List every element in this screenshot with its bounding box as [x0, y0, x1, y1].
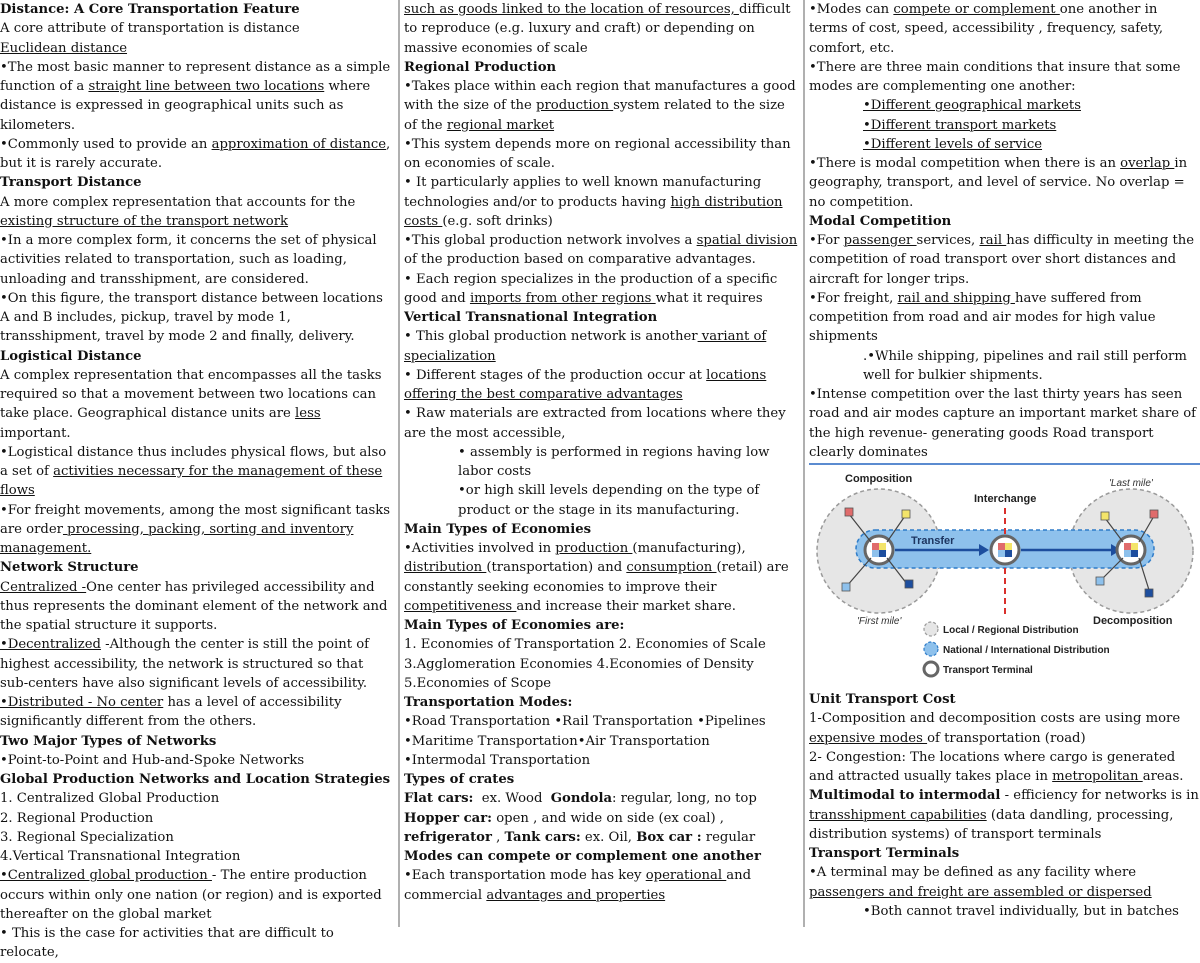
paragraph [809, 786, 1200, 844]
heading-compete-complement: Modes can compete or complement one another [404, 849, 761, 864]
heading-logistical-distance: Logistical Distance [0, 348, 142, 364]
underlined-text: transshipment capabilities [809, 807, 987, 823]
underlined-text: rail and shipping [897, 290, 1015, 306]
text: (transportation) and [486, 560, 627, 576]
heading-global-production: Global Production Networks and Location Strategies [0, 772, 391, 787]
text: and increase their market share. [516, 598, 736, 614]
legend-local-swatch [924, 622, 938, 636]
bold-term: Hopper car: [404, 810, 493, 826]
diagram-svg [809, 466, 1200, 688]
text: , [491, 829, 505, 845]
paragraph [404, 809, 800, 828]
text: •Logistical distance thus includes physical flows, but also a set of [0, 444, 387, 479]
underlined-text: activities necessary for the management of these flows [0, 464, 383, 499]
underlined-text: rail [979, 233, 1007, 248]
underlined-text: existing structure of the transport network [0, 213, 289, 229]
text: •For freight, [809, 290, 898, 306]
underlined-text: passengers and freight are assembled or dispersed [809, 884, 1152, 900]
text: •Activities involved in [404, 541, 556, 556]
paragraph [0, 193, 392, 232]
text: (e.g. soft drinks) [442, 213, 553, 229]
underlined-text: locations offering the best comparative advantages [404, 367, 767, 402]
paragraph [404, 828, 800, 847]
text: 2- Congestion: The locations where cargo is generated and attracted usually takes place in [809, 749, 1176, 784]
label-interchange: Interchange [974, 493, 1037, 505]
paragraph: •There are three main conditions that insure that some modes are complementing one another: [809, 59, 1181, 94]
text: A more complex representation that accounts for the [0, 194, 356, 210]
paragraph [404, 327, 800, 366]
heading-terminals: Transport Terminals [809, 846, 960, 861]
text: ex. Oil, [580, 829, 637, 845]
paragraph [0, 366, 392, 443]
text: important. [0, 425, 71, 441]
text: • Each region specializes in the production of a specific good and [404, 271, 778, 306]
heading-vertical-integration: Vertical Transnational Integration [404, 310, 658, 325]
underlined-text: •Different geographical markets [863, 98, 1081, 114]
list-item: 3. Regional Specialization [0, 829, 174, 845]
paragraph [0, 693, 392, 732]
indented-item [863, 96, 1200, 115]
heading-crates: Types of crates [404, 772, 515, 787]
text: difficult to reproduce (e.g. luxury and craft) or depending on massive economies of scale [404, 2, 791, 56]
text: •This global production network involves a [404, 233, 697, 248]
paragraph [404, 231, 800, 270]
list-item: •Intermodal Transportation [404, 752, 591, 768]
list-item: 3.Agglomeration Economies 4.Economies of Density [404, 656, 754, 672]
column-divider [803, 0, 805, 927]
heading-economies-list: Main Types of Economies are: [404, 618, 625, 633]
paragraph: •In a more complex form, it concerns the set of physical activities related to transportation, such as loading, unloading and transshipment, are considered. [0, 233, 377, 287]
column-divider [398, 0, 400, 927]
underlined-text: high distribution costs [404, 194, 783, 229]
underlined-text: operational [645, 868, 727, 884]
bold-term: Multimodal to intermodal [809, 788, 1001, 804]
underlined-text: processing, packing, sorting and inventory management. [0, 521, 354, 556]
underlined-text: distribution [404, 560, 487, 576]
list-item: •Road Transportation •Rail Transportation •Pipelines [404, 714, 766, 730]
underlined-text: variant of specialization [404, 329, 767, 364]
paragraph [0, 866, 392, 924]
underlined-text: approximation of distance [211, 136, 387, 152]
bold-term: Box car : [636, 829, 702, 845]
paragraph [809, 709, 1200, 748]
text: regular [701, 829, 756, 845]
underlined-text: imports from other regions [469, 290, 656, 306]
text: •For freight movements, among the most significant tasks are order [0, 502, 391, 537]
paragraph [809, 289, 1200, 347]
legend [924, 622, 1110, 676]
underlined-text: compete or complement [893, 2, 1060, 17]
text: •A terminal may be defined as any facility where [809, 865, 1137, 881]
text: services, [916, 233, 980, 248]
paragraph [404, 0, 800, 58]
paragraph [404, 866, 800, 905]
text: one another in terms of cost, speed, accessibility , frequency, safety, comfort, etc. [809, 2, 1164, 56]
text: (data dandling, processing, distribution systems) of transport terminals [809, 807, 1174, 842]
heading-regional-production: Regional Production [404, 59, 557, 75]
label-composition: Composition [845, 473, 913, 485]
text: : regular, long, no top [612, 791, 757, 807]
bold-term: refrigerator [404, 829, 492, 845]
paragraph [809, 863, 1200, 902]
paragraph [404, 77, 800, 135]
paragraph [0, 578, 392, 636]
list-item: 5.Economies of Scope [404, 675, 552, 691]
underlined-text: production [536, 98, 614, 114]
label-first-mile: 'First mile' [857, 616, 902, 627]
text: , but it is rarely accurate. [0, 136, 391, 171]
underlined-text: production [555, 541, 633, 556]
text: what it requires [655, 290, 763, 306]
paragraph: •On this figure, the transport distance between locations A and B includes, pickup, travel by mode 1, transshipment, travel by mode 2 and finally, delivery. [0, 290, 383, 345]
indented-item [863, 135, 1200, 154]
text: - The entire production occurs within only one nation (or region) and is exported thereafter on the global market [0, 868, 382, 922]
heading-unit-cost: Unit Transport Cost [809, 692, 956, 707]
text: has a level of accessibility significantly different from the others. [0, 695, 342, 730]
underlined-text: passenger [843, 233, 917, 248]
paragraph [0, 135, 392, 174]
indented-item: •or high skill levels depending on the type of product or the stage in its manufacturing. [458, 483, 760, 518]
underlined-text: •Decentralized [0, 637, 101, 653]
list-item: 1. Centralized Global Production [0, 791, 220, 807]
text: -Although the center is still the point of highest accessibility, the network is structured so that sub-centers have also significant levels of accessibility. [0, 637, 370, 691]
indented-item: .•While shipping, pipelines and rail still perform well for bulkier shipments. [863, 348, 1187, 383]
heading-economies: Main Types of Economies [404, 521, 592, 537]
list-item: 4.Vertical Transnational Integration [0, 849, 241, 864]
heading-network-structure: Network Structure [0, 560, 139, 576]
heading-modal-competition: Modal Competition [809, 213, 952, 229]
text: ex. Wood [473, 791, 551, 807]
paragraph: A core attribute of transportation is distance [0, 21, 300, 37]
text: have suffered from competition from road and air modes for high value shipments [809, 290, 1156, 345]
label-last-mile: 'Last mile' [1109, 478, 1153, 489]
text: in geography, transport, and level of service. No overlap = no competition. [809, 156, 1188, 210]
text: - efficiency for networks is in [1000, 788, 1199, 804]
underlined-text: such as goods linked to the location of resources, [404, 2, 739, 17]
paragraph [809, 748, 1200, 787]
underlined-text: advantages and properties [486, 887, 666, 903]
text: system related to the size of the [404, 98, 785, 133]
paragraph [809, 0, 1200, 58]
bold-term: Tank cars: [504, 829, 581, 845]
legend-local-label: Local / Regional Distribution [943, 625, 1079, 636]
underlined-text: less [295, 406, 321, 422]
list-item: 2. Regional Production [0, 810, 154, 826]
indented-item: •Both cannot travel individually, but in batches [863, 903, 1179, 919]
text: of the production based on comparative advantages. [404, 252, 756, 268]
paragraph [0, 501, 392, 559]
text: •The most basic manner to represent distance as a simple function of a [0, 59, 391, 94]
paragraph: •Point-to-Point and Hub-and-Spoke Networks [0, 752, 305, 768]
paragraph [0, 58, 392, 135]
paragraph [404, 539, 800, 616]
paragraph: • Raw materials are extracted from locations where they are the most accessible, [404, 406, 786, 441]
legend-terminal-label: Transport Terminal [943, 665, 1033, 676]
text: (retail) are constantly seeking economies to improve their [404, 560, 789, 595]
column-1 [0, 0, 392, 961]
text: •Takes place within each region that manufactures a good with the size of the [404, 79, 796, 114]
text: has difficulty in meeting the competition of road transport over short distances and aircraft for longer trips. [809, 233, 1195, 287]
text: •Commonly used to provide an [0, 136, 212, 152]
text: where distance is expressed in geographical units such as kilometers. [0, 79, 371, 133]
bold-term: Flat cars: [404, 791, 474, 807]
text: A complex representation that encompasses all the tasks required so that a movement between two locations can take place. Geographical distance units are [0, 367, 382, 422]
paragraph: • This is the case for activities that are difficult to relocate, [0, 926, 334, 961]
terminal-middle [991, 536, 1019, 564]
indented-item [863, 116, 1200, 135]
text: • This global production network is another [404, 329, 698, 345]
list-item: •Maritime Transportation•Air Transportation [404, 733, 710, 749]
underlined-text: •Different levels of service [863, 136, 1043, 152]
underlined-text: spatial division [696, 233, 798, 248]
label-decomposition: Decomposition [1093, 615, 1173, 627]
paragraph [0, 635, 392, 693]
underlined-text: consumption [626, 560, 717, 576]
paragraph [404, 789, 800, 808]
text: •There is modal competition when there is an [809, 156, 1121, 171]
text: 1-Composition and decomposition costs are using more [809, 711, 1181, 727]
paragraph [404, 366, 800, 405]
text: • It particularly applies to well known manufacturing technologies and/or to products having [404, 175, 762, 210]
underlined-text: straight line between two locations [88, 79, 325, 94]
underlined-text: regional market [446, 117, 555, 133]
column-3 [809, 0, 1200, 927]
legend-national-label: National / International Distribution [943, 645, 1110, 656]
text: • Different stages of the production occur at [404, 367, 707, 383]
heading-network-types: Two Major Types of Networks [0, 733, 217, 749]
text: and commercial [404, 868, 752, 903]
transport-chain-diagram [809, 466, 1200, 690]
underlined-text: competitiveness [404, 598, 517, 614]
text: of transportation (road) [927, 730, 1086, 746]
paragraph [0, 39, 392, 58]
paragraph [809, 231, 1200, 289]
paragraph: •Intense competition over the last thirty years has seen road and air modes capture an important market share of the high revenue- generating goods Road transport clearly dominates [809, 387, 1197, 460]
column-2 [404, 0, 800, 927]
underlined-text: metropolitan [1052, 769, 1143, 784]
underlined-text: Centralized - [0, 579, 87, 595]
heading-transport-distance: Transport Distance [0, 175, 142, 191]
text: •Each transportation mode has key [404, 868, 646, 884]
underlined-text: •Distributed - No center [0, 695, 164, 710]
heading-transport-modes: Transportation Modes: [404, 695, 573, 710]
underlined-text: overlap [1120, 156, 1175, 171]
underlined-text: •Centralized global production [0, 868, 212, 884]
underlined-text: expensive modes [809, 730, 928, 746]
text: open , and wide on side (ex coal) , [492, 810, 724, 826]
paragraph [809, 154, 1200, 212]
text: •For [809, 233, 844, 248]
legend-national-swatch [924, 642, 938, 656]
section-divider [809, 463, 1200, 465]
text: One center has privileged accessibility and thus represents the dominant element of the network and the spatial structure it supports. [0, 579, 388, 633]
paragraph: •This system depends more on regional accessibility than on economies of scale. [404, 136, 791, 171]
text: areas. [1142, 769, 1184, 784]
underlined-text: •Different transport markets [863, 117, 1057, 133]
text: •Modes can [809, 2, 894, 17]
heading-distance: Distance: A Core Transportation Feature [0, 2, 300, 17]
text: (manufacturing), [632, 541, 746, 556]
indented-item: • assembly is performed in regions having low labor costs [458, 444, 770, 479]
paragraph [0, 443, 392, 501]
list-item: 1. Economies of Transportation 2. Economies of Scale [404, 637, 766, 653]
label-transfer: Transfer [911, 535, 955, 547]
underlined-text: Euclidean distance [0, 40, 128, 56]
bold-term: Gondola [550, 791, 613, 807]
paragraph [404, 173, 800, 231]
paragraph [404, 270, 800, 309]
legend-terminal-swatch [924, 662, 938, 676]
